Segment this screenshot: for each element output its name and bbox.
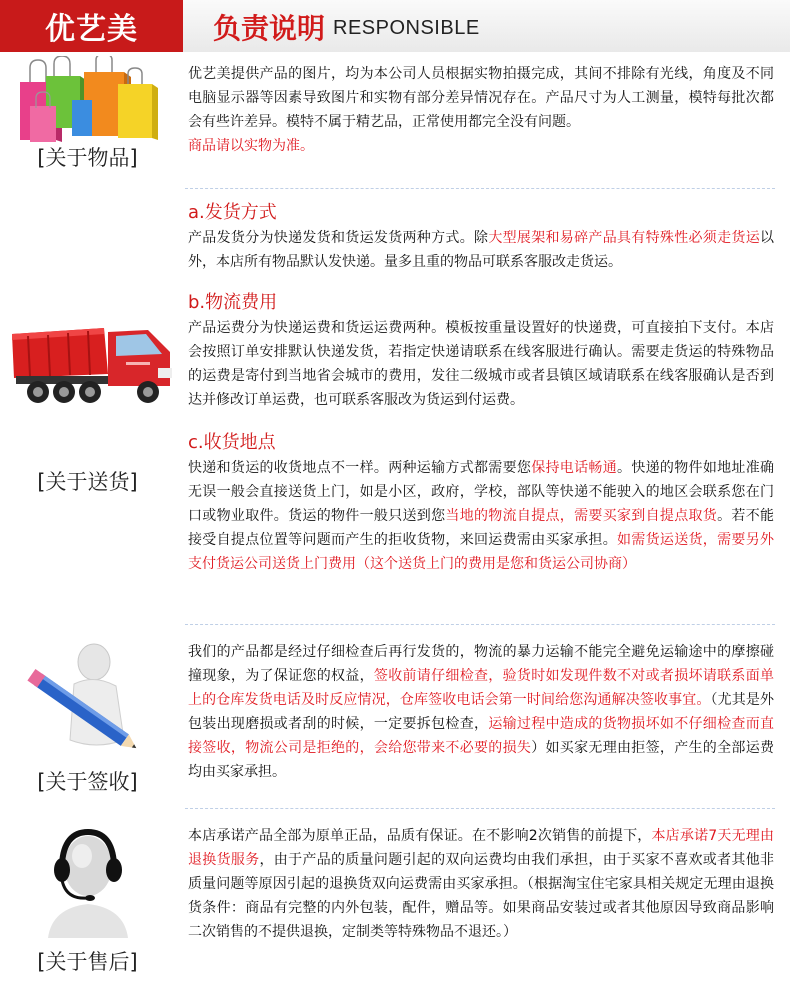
sign-text: 我们的产品都是经过仔细检查后再行发货的，物流的暴力运输不能完全避免运输途中的摩擦碰撞现象，为了保证您的权益，签收前请仔细检查，验货时如发现件数不对或者损坏请联系面单上的仓库发货电话及时反应情况，仓库签收电话会第一时间给您沟通解决签收事宜。（尤其是外包装出现磨损或者刮的时候，一定要拆包检查，运输过程中造成的货物损坏如不仔细检查而直接签收，物流公司是拒绝的，会给您带来不必要的损失）如买家无理由拒签，产生的全部运费均由买家承担。 xyxy=(188,644,775,780)
product-text: 优艺美提供产品的图片，均为本公司人员根据实物拍摄完成，其间不排除有光线，角度及不同电脑显示器等因素导致图片和实物有部分差异情况存在。产品尺寸为人工测量，模特每批次都会有些许差异。模特不属于精艺品，正常使用都完全没有问题。 商品请以实物为准。 xyxy=(188,66,774,154)
pen-man-icon xyxy=(20,640,150,764)
label-delivery: [关于送货] xyxy=(37,470,138,494)
label-sign: [关于签收] xyxy=(37,770,138,794)
page-title-en: RESPONSIBLE xyxy=(333,17,480,39)
page-title: 负责说明 xyxy=(213,12,326,45)
label-aftersale: [关于售后] xyxy=(37,950,138,974)
divider xyxy=(185,808,775,809)
truck-icon xyxy=(8,312,176,416)
delivery-c-title: c.收货地点 xyxy=(188,432,276,453)
aftersale-text: 本店承诺产品全部为原单正品，品质有保证。在不影响2次销售的前提下，本店承诺7天无理由退换货服务，由于产品的质量问题引起的双向运费均由我们承担，由于买家不喜欢或者其他非质量问题等原因引起的退换货双向运费需由买家承担。（根据淘宝住宅家具相关规定无理由退换货条件：商品有完整的内外包装，配件，赠品等。如果商品安装过或者其他原因导致商品影响二次销售的不提供退换，定制类等特殊物品不退还。） xyxy=(188,828,774,940)
delivery-b-text: 产品运费分为快递运费和货运运费两种。模板按重量设置好的快递费，可直接拍下支付。本店会按照订单安排默认快递发货，若指定快递请联系在线客服进行确认。需要走货运的特殊物品的运费是寄付到当地省会城市的费用，发往二级城市或者县镇区域请联系在线客服确认是否到达并修改订单运费，也可联系客服改为货运到付运费。 xyxy=(188,320,774,408)
shopping-bags-icon xyxy=(10,56,160,150)
delivery-b-title: b.物流费用 xyxy=(188,292,278,313)
product-highlight: 商品请以实物为准。 xyxy=(188,138,314,154)
headset-man-icon xyxy=(38,826,138,942)
divider xyxy=(185,188,775,189)
delivery-a-title: a.发货方式 xyxy=(188,202,277,223)
delivery-c-text: 快递和货运的收货地点不一样。两种运输方式都需要您保持电话畅通。快递的物件如地址准确无误一般会直接送货上门，如是小区，政府，学校，部队等快递不能驶入的地区会联系您在门口或物业取件。货运的物件一般只送到您当地的物流自提点，需要买家到自提点取货。若不能接受自提点位置等问题而产生的拒收货物，来回运费需由买家承担。如需货运送货，需要另外支付货运公司送货上门费用（这个送货上门的费用是您和货运公司协商） xyxy=(188,460,775,572)
brand-logo: 优艺美 xyxy=(0,0,183,52)
divider xyxy=(185,624,775,625)
title-banner xyxy=(183,0,790,52)
delivery-a-text: 产品发货分为快递发货和货运发货两种方式。除大型展架和易碎产品具有特殊性必须走货运以外，本店所有物品默认发快递。量多且重的物品可联系客服改走货运。 xyxy=(188,230,775,270)
label-product: [关于物品] xyxy=(37,146,138,170)
header xyxy=(0,0,790,52)
